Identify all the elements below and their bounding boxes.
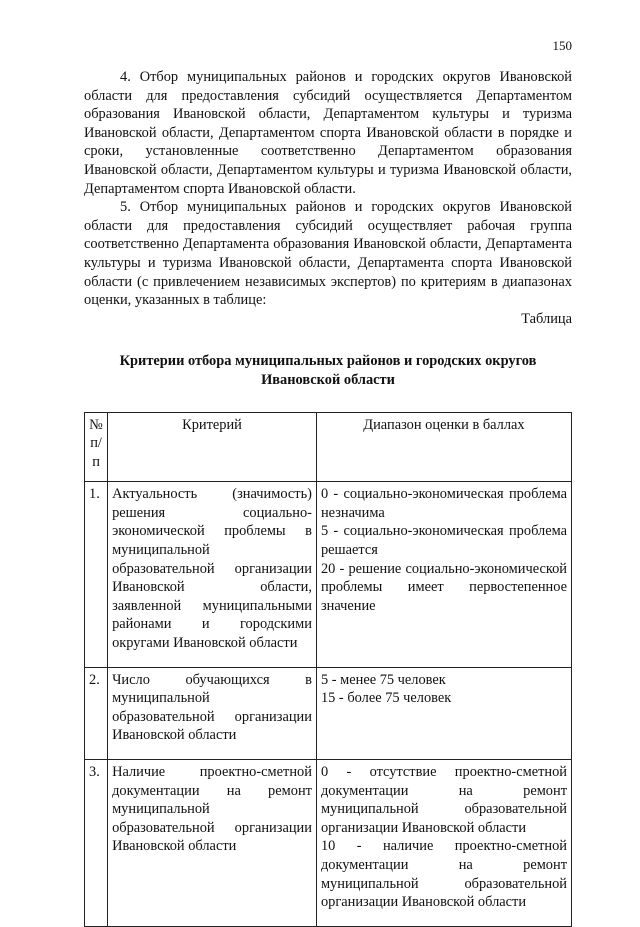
header-range: Диапазон оценки в баллах: [316, 412, 571, 482]
range-item: 0 - социально-экономическая проблема незначима: [320, 486, 567, 521]
row-range: [316, 482, 571, 667]
table-header-row: [85, 412, 572, 482]
paragraph-4: 4. Отбор муниципальных районов и городских округов Ивановской области для предоставления субсидий осуществляется Департаментом образования Ивановской области, Департаментом культуры и туризма Ивановской области, Департаментом спорта Ивановской области в порядке и сроки, установленные соответственно Департаментом образования Ивановской области, Департаментом культуры и туризма Ивановской области, Департаментом спорта Ивановской области.: [84, 69, 572, 197]
range-item: 5 - социально-экономическая проблема решается: [320, 523, 567, 559]
document-body: [84, 68, 572, 927]
header-num: № п/п: [85, 412, 108, 482]
table-caption: Таблица: [521, 310, 572, 327]
row-num: 3.: [85, 760, 108, 927]
criteria-table: [84, 412, 572, 927]
row-criterion: Актуальность (значимость) решения социально-экономической проблемы в муниципальной образовательной организации Ивановской области, заявленной муниципальными районами и городскими округами Ивановской области: [108, 482, 317, 667]
table-title: Критерии отбора муниципальных районов и городских округов Ивановской области: [119, 353, 537, 388]
row-range: [316, 667, 571, 759]
range-item: 5 - менее 75 человек: [320, 671, 446, 688]
range-item: 10 - наличие проектно-сметной документации на ремонт муниципальной образовательной организации Ивановской области: [320, 838, 567, 911]
header-criterion: Критерий: [108, 412, 317, 482]
row-num: 2.: [85, 667, 108, 759]
paragraph-5: 5. Отбор муниципальных районов и городских округов Ивановской области для предоставления субсидий осуществляет рабочая группа соответственно Департамента образования Ивановской области, Департамента культуры и туризма Ивановской области, Департамента спорта Ивановской области (с привлечением независимых экспертов) по критериям в диапазонах оценки, указанных в таблице:: [84, 199, 572, 309]
row-range: [316, 760, 571, 927]
row-criterion: Число обучающихся в муниципальной образовательной организации Ивановской области: [108, 667, 317, 759]
range-item: 20 - решение социально-экономической проблемы имеет первостепенное значение: [320, 560, 567, 614]
table-row: [85, 667, 572, 759]
row-num: 1.: [85, 482, 108, 667]
range-item: 0 - отсутствие проектно-сметной документации на ремонт муниципальной образовательной организации Ивановской области: [320, 764, 567, 836]
row-criterion: Наличие проектно-сметной документации на ремонт муниципальной образовательной организации Ивановской области: [108, 760, 317, 927]
range-item: 15 - более 75 человек: [320, 690, 452, 707]
table-row: [85, 760, 572, 927]
table-row: [85, 482, 572, 667]
page-number: 150: [552, 38, 572, 53]
